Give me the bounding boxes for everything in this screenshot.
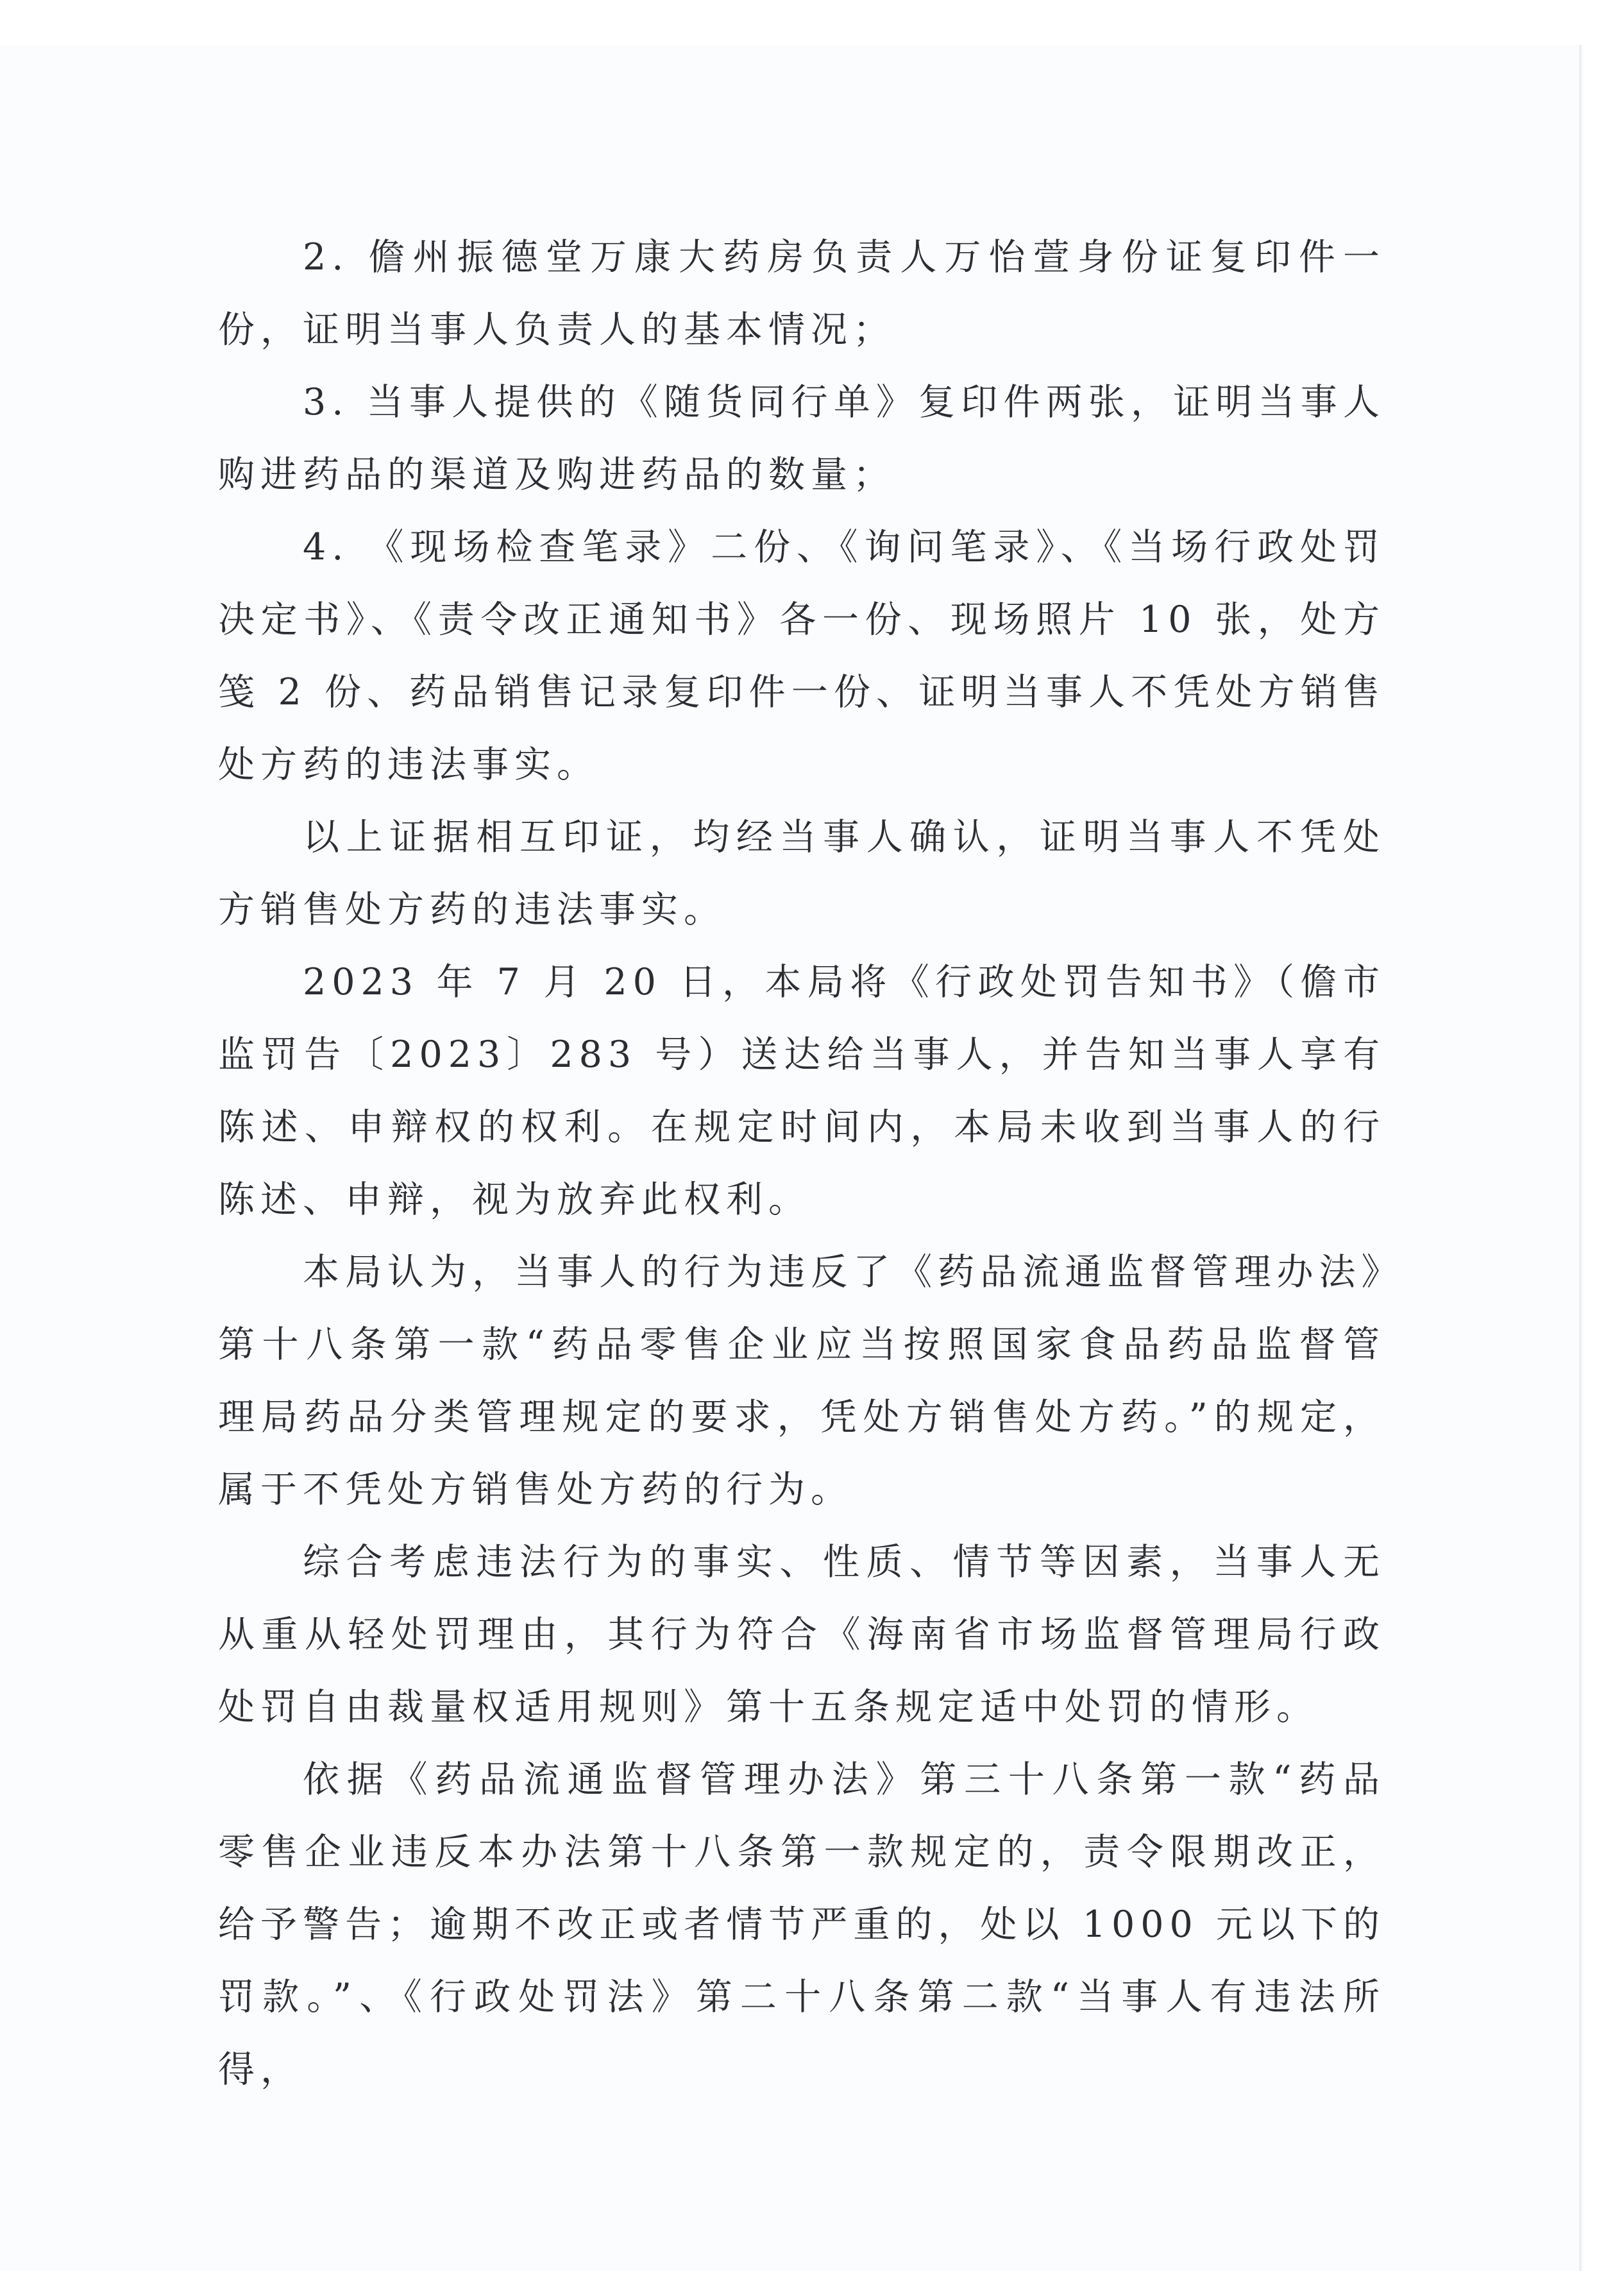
- evidence-conclusion: 以上证据相互印证，均经当事人确认，证明当事人不凭处方销售处方药的违法事实。: [218, 816, 1385, 931]
- evidence-item-2: 2. 儋州振德堂万康大药房负责人万怡萱身份证复印件一份，证明当事人负责人的基本情况；: [218, 236, 1385, 351]
- page-edge-shadow: [1579, 45, 1582, 2271]
- legal-basis-paragraph: 依据《药品流通监督管理办法》第三十八条第一款“药品零售企业违反本办法第十八条第一款规定的，责令限期改正，给予警告；逾期不改正或者情节严重的，处以 1000 元以下的罚款。”、《行政处罚法》第二十八条第二款“当事人有违法所得，: [218, 1758, 1385, 2091]
- evidence-item-4: 4. 《现场检查笔录》二份、《询问笔录》、《当场行政处罚决定书》、《责令改正通知书》各一份、现场照片 10 张，处方笺 2 份、药品销售记录复印件一份、证明当事人不凭处方销售处方药的违法事实。: [218, 526, 1385, 786]
- evidence-item-3: 3. 当事人提供的《随货同行单》复印件两张，证明当事人购进药品的渠道及购进药品的数量；: [218, 381, 1385, 496]
- notice-delivery-paragraph: 2023 年 7 月 20 日，本局将《行政处罚告知书》（儋市监罚告〔2023〕283 号）送达给当事人，并告知当事人享有陈述、申辩权的权利。在规定时间内，本局未收到当事人的行陈述、申辩，视为放弃此权利。: [218, 961, 1385, 1221]
- scan-margin-right: [1584, 0, 1622, 2296]
- discretion-paragraph: 综合考虑违法行为的事实、性质、情节等因素，当事人无从重从轻处罚理由，其行为符合《海南省市场监督管理局行政处罚自由裁量权适用规则》第十五条规定适中处罚的情形。: [218, 1541, 1385, 1728]
- document-body: [218, 221, 1385, 2106]
- violation-finding-paragraph: 本局认为，当事人的行为违反了《药品流通监督管理办法》第十八条第一款“药品零售企业应当按照国家食品药品监督管理局药品分类管理规定的要求，凭处方销售处方药。”的规定，属于不凭处方销售处方药的行为。: [218, 1251, 1385, 1511]
